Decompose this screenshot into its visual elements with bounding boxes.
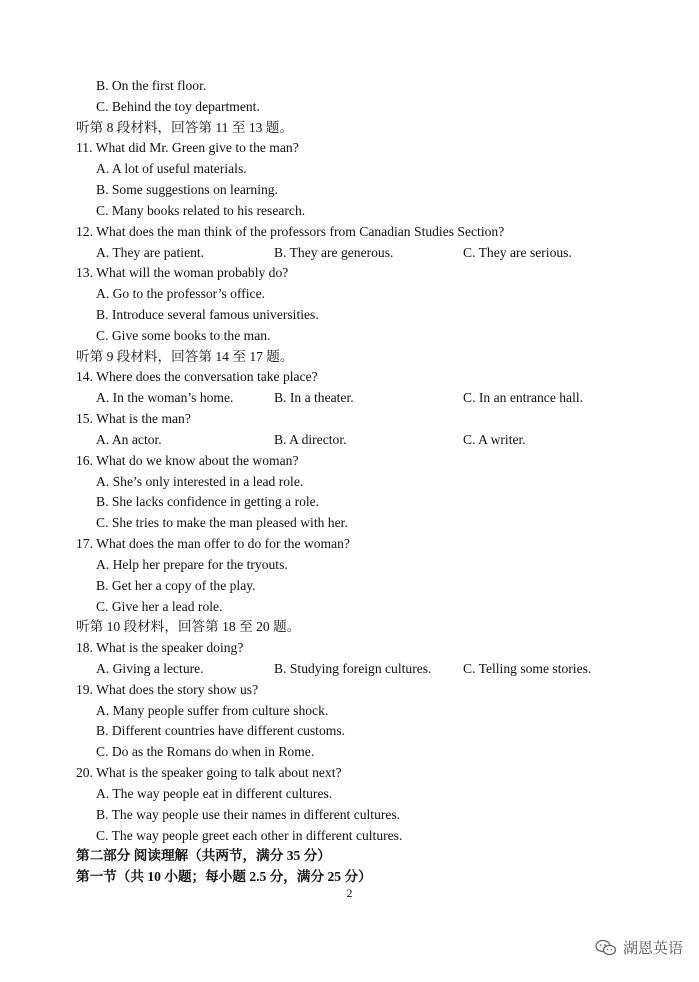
answer-option: A. They are patient. <box>96 244 205 260</box>
answer-option: C. Give some books to the man. <box>96 327 271 343</box>
answer-option: B. Introduce several famous universities. <box>96 307 319 323</box>
question-text: 14. Where does the conversation take place? <box>76 369 318 385</box>
question-text: 15. What is the man? <box>76 411 191 427</box>
answer-option: C. She tries to make the man pleased with her. <box>96 515 348 531</box>
answer-option: A. An actor. <box>96 431 162 447</box>
answer-option: C. Behind the toy department. <box>96 98 260 114</box>
option-row <box>0 243 640 264</box>
page-number: 2 <box>346 886 353 900</box>
answer-option: A. Help her prepare for the tryouts. <box>96 556 288 572</box>
section-heading: 第二部分 阅读理解（共两节，满分 35 分） <box>76 848 331 864</box>
wechat-icon <box>595 939 617 957</box>
answer-option: A. Go to the professor’s office. <box>96 286 266 302</box>
answer-option: C. In an entrance hall. <box>463 390 584 406</box>
question-text: 19. What does the story show us? <box>76 681 259 697</box>
answer-option: B. Different countries have different customs. <box>96 723 346 739</box>
question-text: 20. What is the speaker going to talk about next? <box>76 765 342 781</box>
answer-option: A. In the woman’s home. <box>96 390 234 406</box>
answer-option: C. A writer. <box>463 431 526 447</box>
option-row <box>0 388 640 409</box>
watermark-text: 湖恩英语 <box>622 939 683 957</box>
answer-option: C. Give her a lead role. <box>96 598 223 614</box>
question-text: 12. What does the man think of the professors from Canadian Studies Section? <box>76 223 505 239</box>
answer-option: C. Many books related to his research. <box>96 202 306 218</box>
answer-option: A. The way people eat in different cultures. <box>96 785 333 801</box>
listening-instruction: 听第 8 段材料，回答第 11 至 13 题。 <box>76 119 293 135</box>
watermark <box>595 937 683 958</box>
question-text: 13. What will the woman probably do? <box>76 265 289 281</box>
answer-option: B. They are generous. <box>274 244 394 260</box>
answer-option: C. The way people greet each other in different cultures. <box>96 827 403 843</box>
option-row <box>0 430 640 451</box>
answer-option: B. In a theater. <box>274 390 354 406</box>
question-text: 17. What does the man offer to do for the woman? <box>76 536 350 552</box>
answer-option: B. Some suggestions on learning. <box>96 182 278 198</box>
answer-option: B. Studying foreign cultures. <box>274 660 432 676</box>
answer-option: A. Giving a lecture. <box>96 660 204 676</box>
section-heading: 第一节（共 10 小题；每小题 2.5 分，满分 25 分） <box>76 869 372 885</box>
answer-option: C. They are serious. <box>463 244 572 260</box>
listening-instruction: 听第 10 段材料，回答第 18 至 20 题。 <box>76 619 301 635</box>
answer-option: B. She lacks confidence in getting a role. <box>96 494 320 510</box>
answer-option: B. The way people use their names in different cultures. <box>96 806 401 822</box>
question-text: 16. What do we know about the woman? <box>76 452 299 468</box>
answer-option: B. Get her a copy of the play. <box>96 577 256 593</box>
answer-option: A. Many people suffer from culture shock. <box>96 702 329 718</box>
answer-option: C. Telling some stories. <box>463 660 592 676</box>
answer-option: B. On the first floor. <box>96 78 207 93</box>
question-text: 18. What is the speaker doing? <box>76 640 244 656</box>
answer-option: C. Do as the Romans do when in Rome. <box>96 744 315 760</box>
option-row <box>0 659 640 680</box>
answer-option: B. A director. <box>274 431 347 447</box>
question-text: 11. What did Mr. Green give to the man? <box>76 140 299 156</box>
listening-instruction: 听第 9 段材料，回答第 14 至 17 题。 <box>76 348 294 364</box>
answer-option: A. A lot of useful materials. <box>96 161 247 177</box>
answer-option: A. She’s only interested in a lead role. <box>96 473 304 489</box>
